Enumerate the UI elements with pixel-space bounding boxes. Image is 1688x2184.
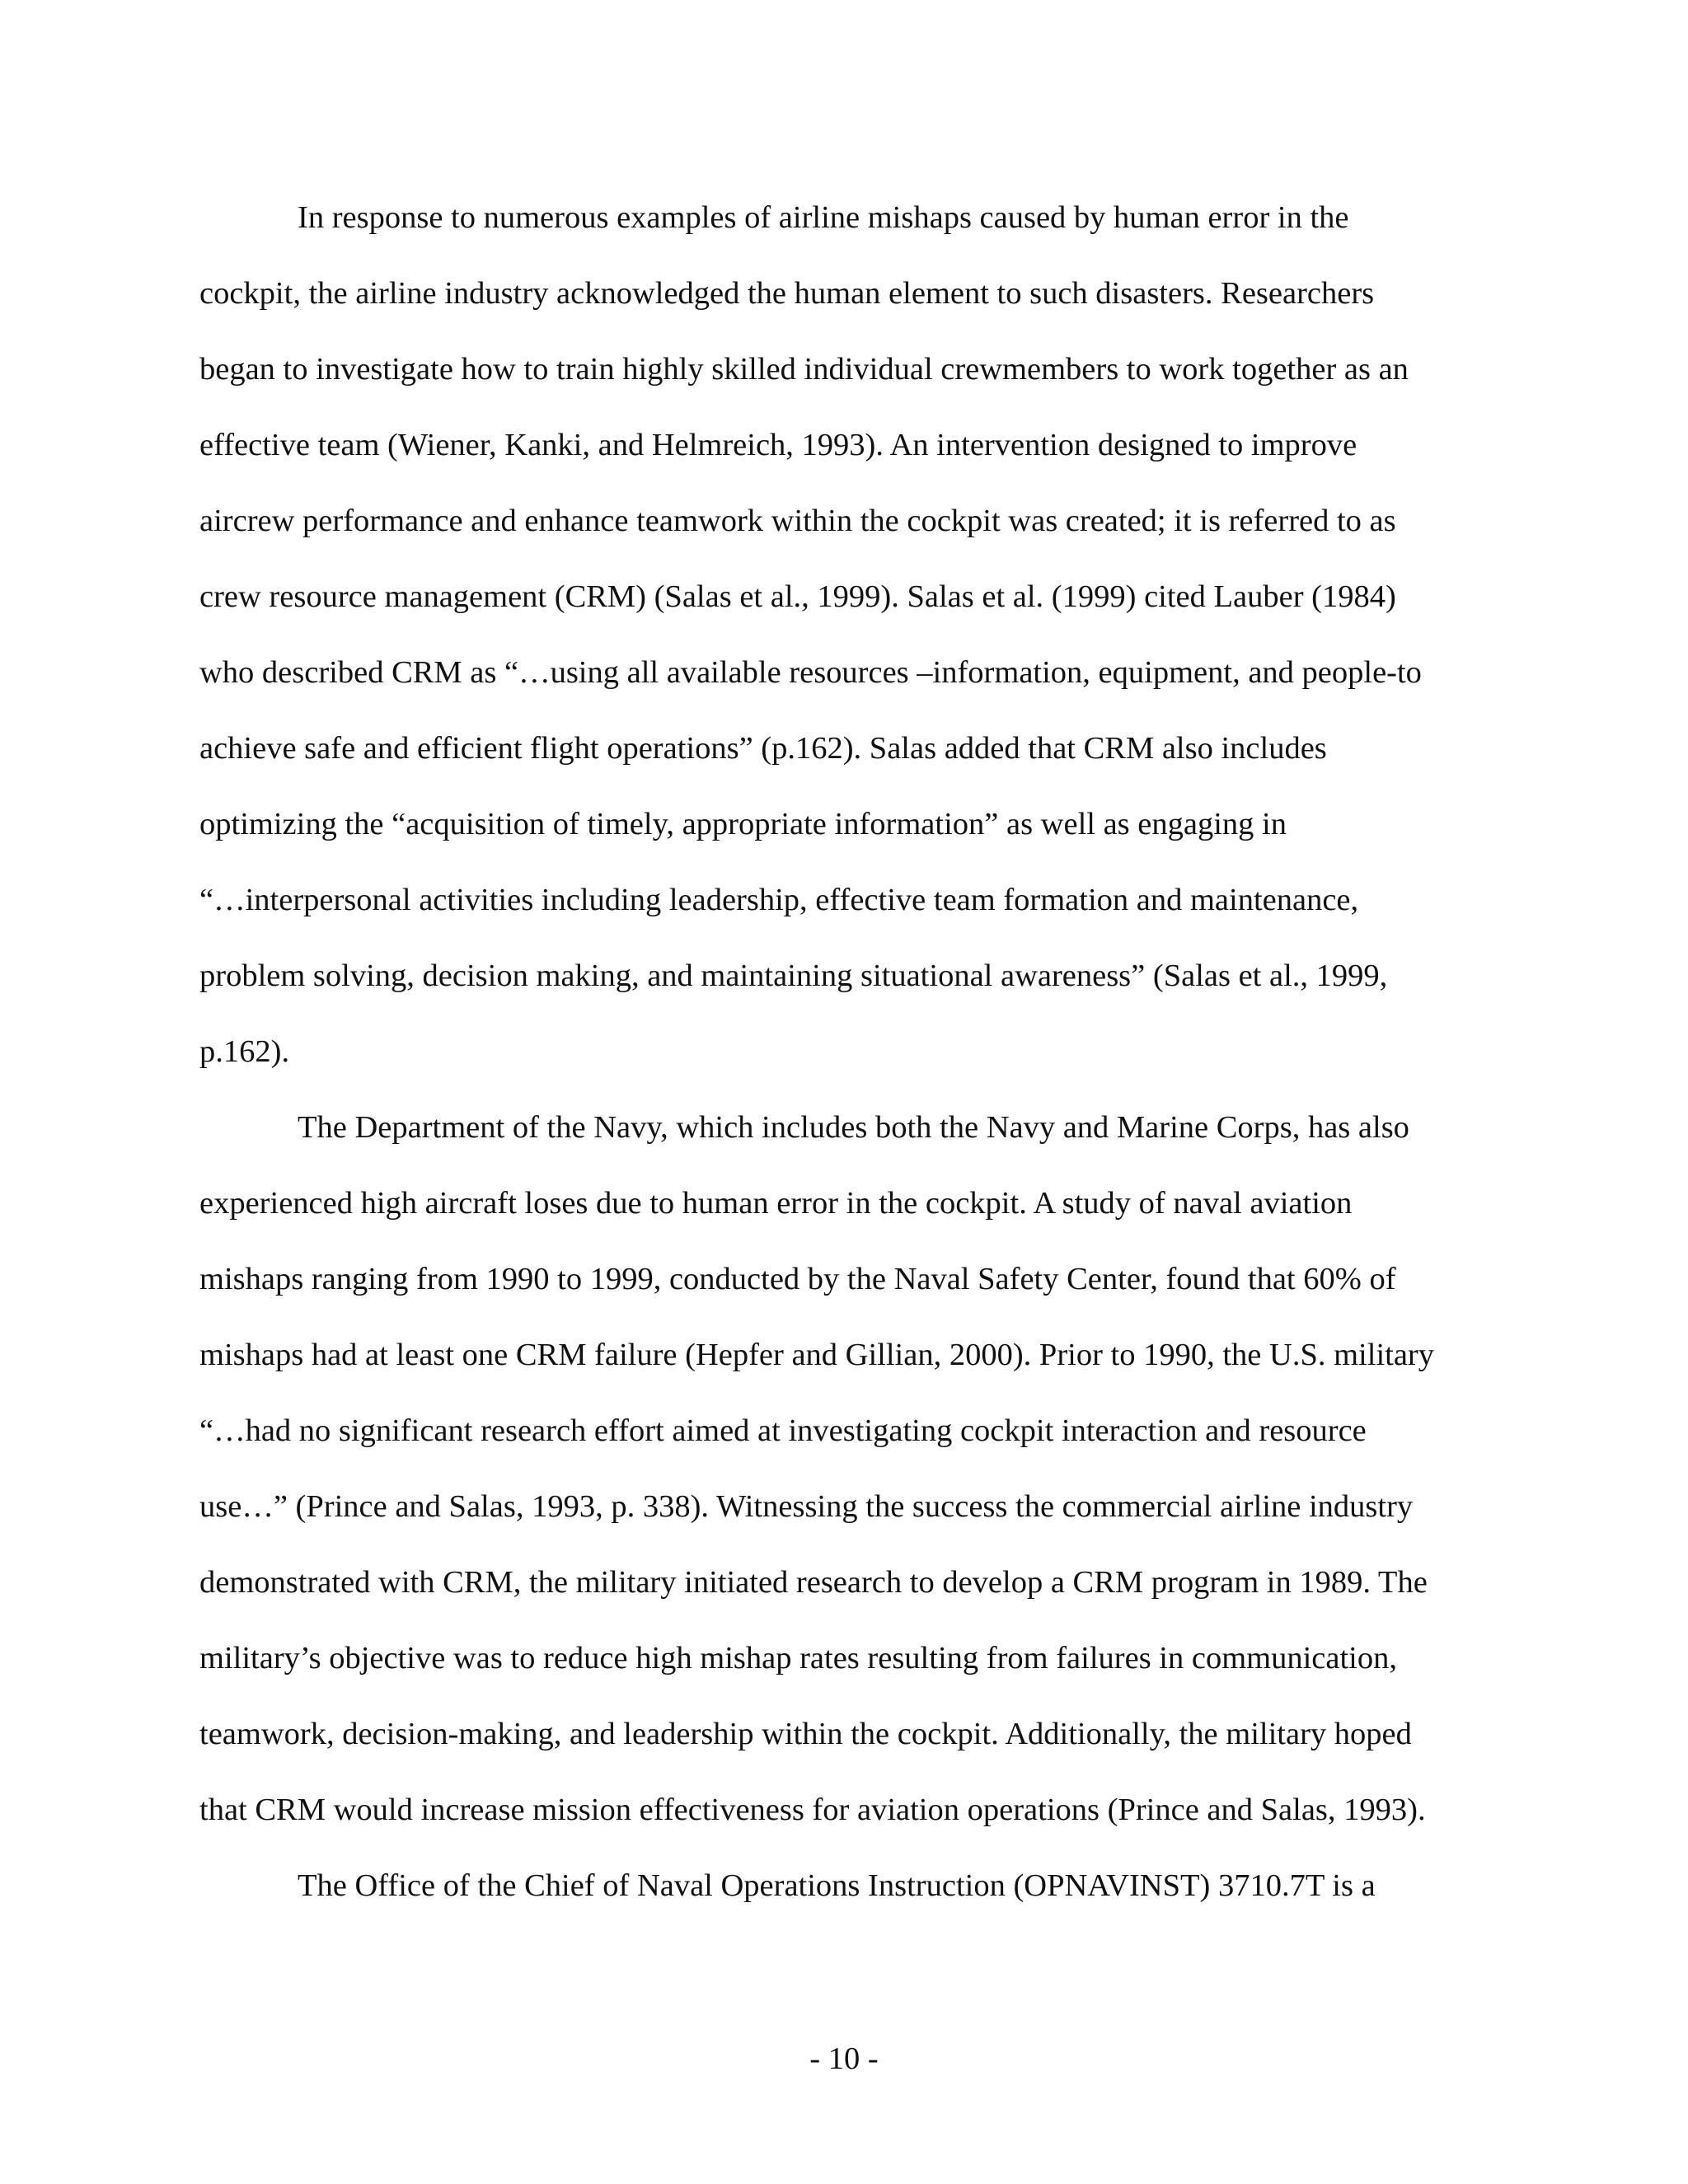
paragraph-1-line-7: who described CRM as “…using all available resources –information, equipment, and people-to (199, 655, 1422, 690)
paragraph-1-line-12: p.162). (199, 1034, 290, 1069)
paragraph-2-line-7: demonstrated with CRM, the military initiated research to develop a CRM program in 1989. The (199, 1565, 1428, 1600)
paragraph-1-line-11: problem solving, decision making, and maintaining situational awareness” (Salas et al., 1999, (199, 958, 1388, 993)
paragraph-1-line-10: “…interpersonal activities including leadership, effective team formation and maintenance, (199, 883, 1359, 917)
paragraph-2-line-3: mishaps ranging from 1990 to 1999, conducted by the Naval Safety Center, found that 60% of (199, 1262, 1396, 1296)
paragraph-2-line-2: experienced high aircraft loses due to human error in the cockpit. A study of naval aviation (199, 1186, 1353, 1221)
paragraph-2-line-8: military’s objective was to reduce high mishap rates resulting from failures in communication, (199, 1641, 1397, 1675)
body-text (199, 194, 1485, 1938)
paragraph-2-line-9: teamwork, decision-making, and leadership within the cockpit. Additionally, the military hoped (199, 1717, 1412, 1751)
paragraph-2-line-1: The Department of the Navy, which includes both the Navy and Marine Corps, has also (298, 1110, 1409, 1145)
paragraph-1-line-2: cockpit, the airline industry acknowledged the human element to such disasters. Researchers (199, 276, 1375, 311)
paragraph-2-line-4: mishaps had at least one CRM failure (Hepfer and Gillian, 2000). Prior to 1990, the U.S. military (199, 1338, 1435, 1372)
paragraph-3-line-1: The Office of the Chief of Naval Operations Instruction (OPNAVINST) 3710.7T is a (298, 1868, 1376, 1903)
paragraph-2-line-6: use…” (Prince and Salas, 1993, p. 338). Witnessing the success the commercial airline industry (199, 1489, 1414, 1524)
paragraph-1-line-9: optimizing the “acquisition of timely, appropriate information” as well as engaging in (199, 807, 1287, 841)
paragraph-2-line-5: “…had no significant research effort aimed at investigating cockpit interaction and resource (199, 1413, 1367, 1448)
paragraph-1-line-5: aircrew performance and enhance teamwork within the cockpit was created; it is referred to as (199, 504, 1396, 538)
paragraph-1-line-8: achieve safe and efficient flight operations” (p.162). Salas added that CRM also includes (199, 731, 1327, 766)
paragraph-1-line-4: effective team (Wiener, Kanki, and Helmreich, 1993). An intervention designed to improve (199, 428, 1357, 462)
paragraph-1-line-1: In response to numerous examples of airline mishaps caused by human error in the (298, 200, 1349, 235)
paragraph-1-line-3: began to investigate how to train highly skilled individual crewmembers to work together as an (199, 352, 1409, 387)
paragraph-2-line-10: that CRM would increase mission effectiveness for aviation operations (Prince and Salas, 1993). (199, 1793, 1426, 1827)
page-number: - 10 - (809, 2041, 879, 2076)
paragraph-1-line-6: crew resource management (CRM) (Salas et al., 1999). Salas et al. (1999) cited Lauber (1984) (199, 579, 1396, 614)
